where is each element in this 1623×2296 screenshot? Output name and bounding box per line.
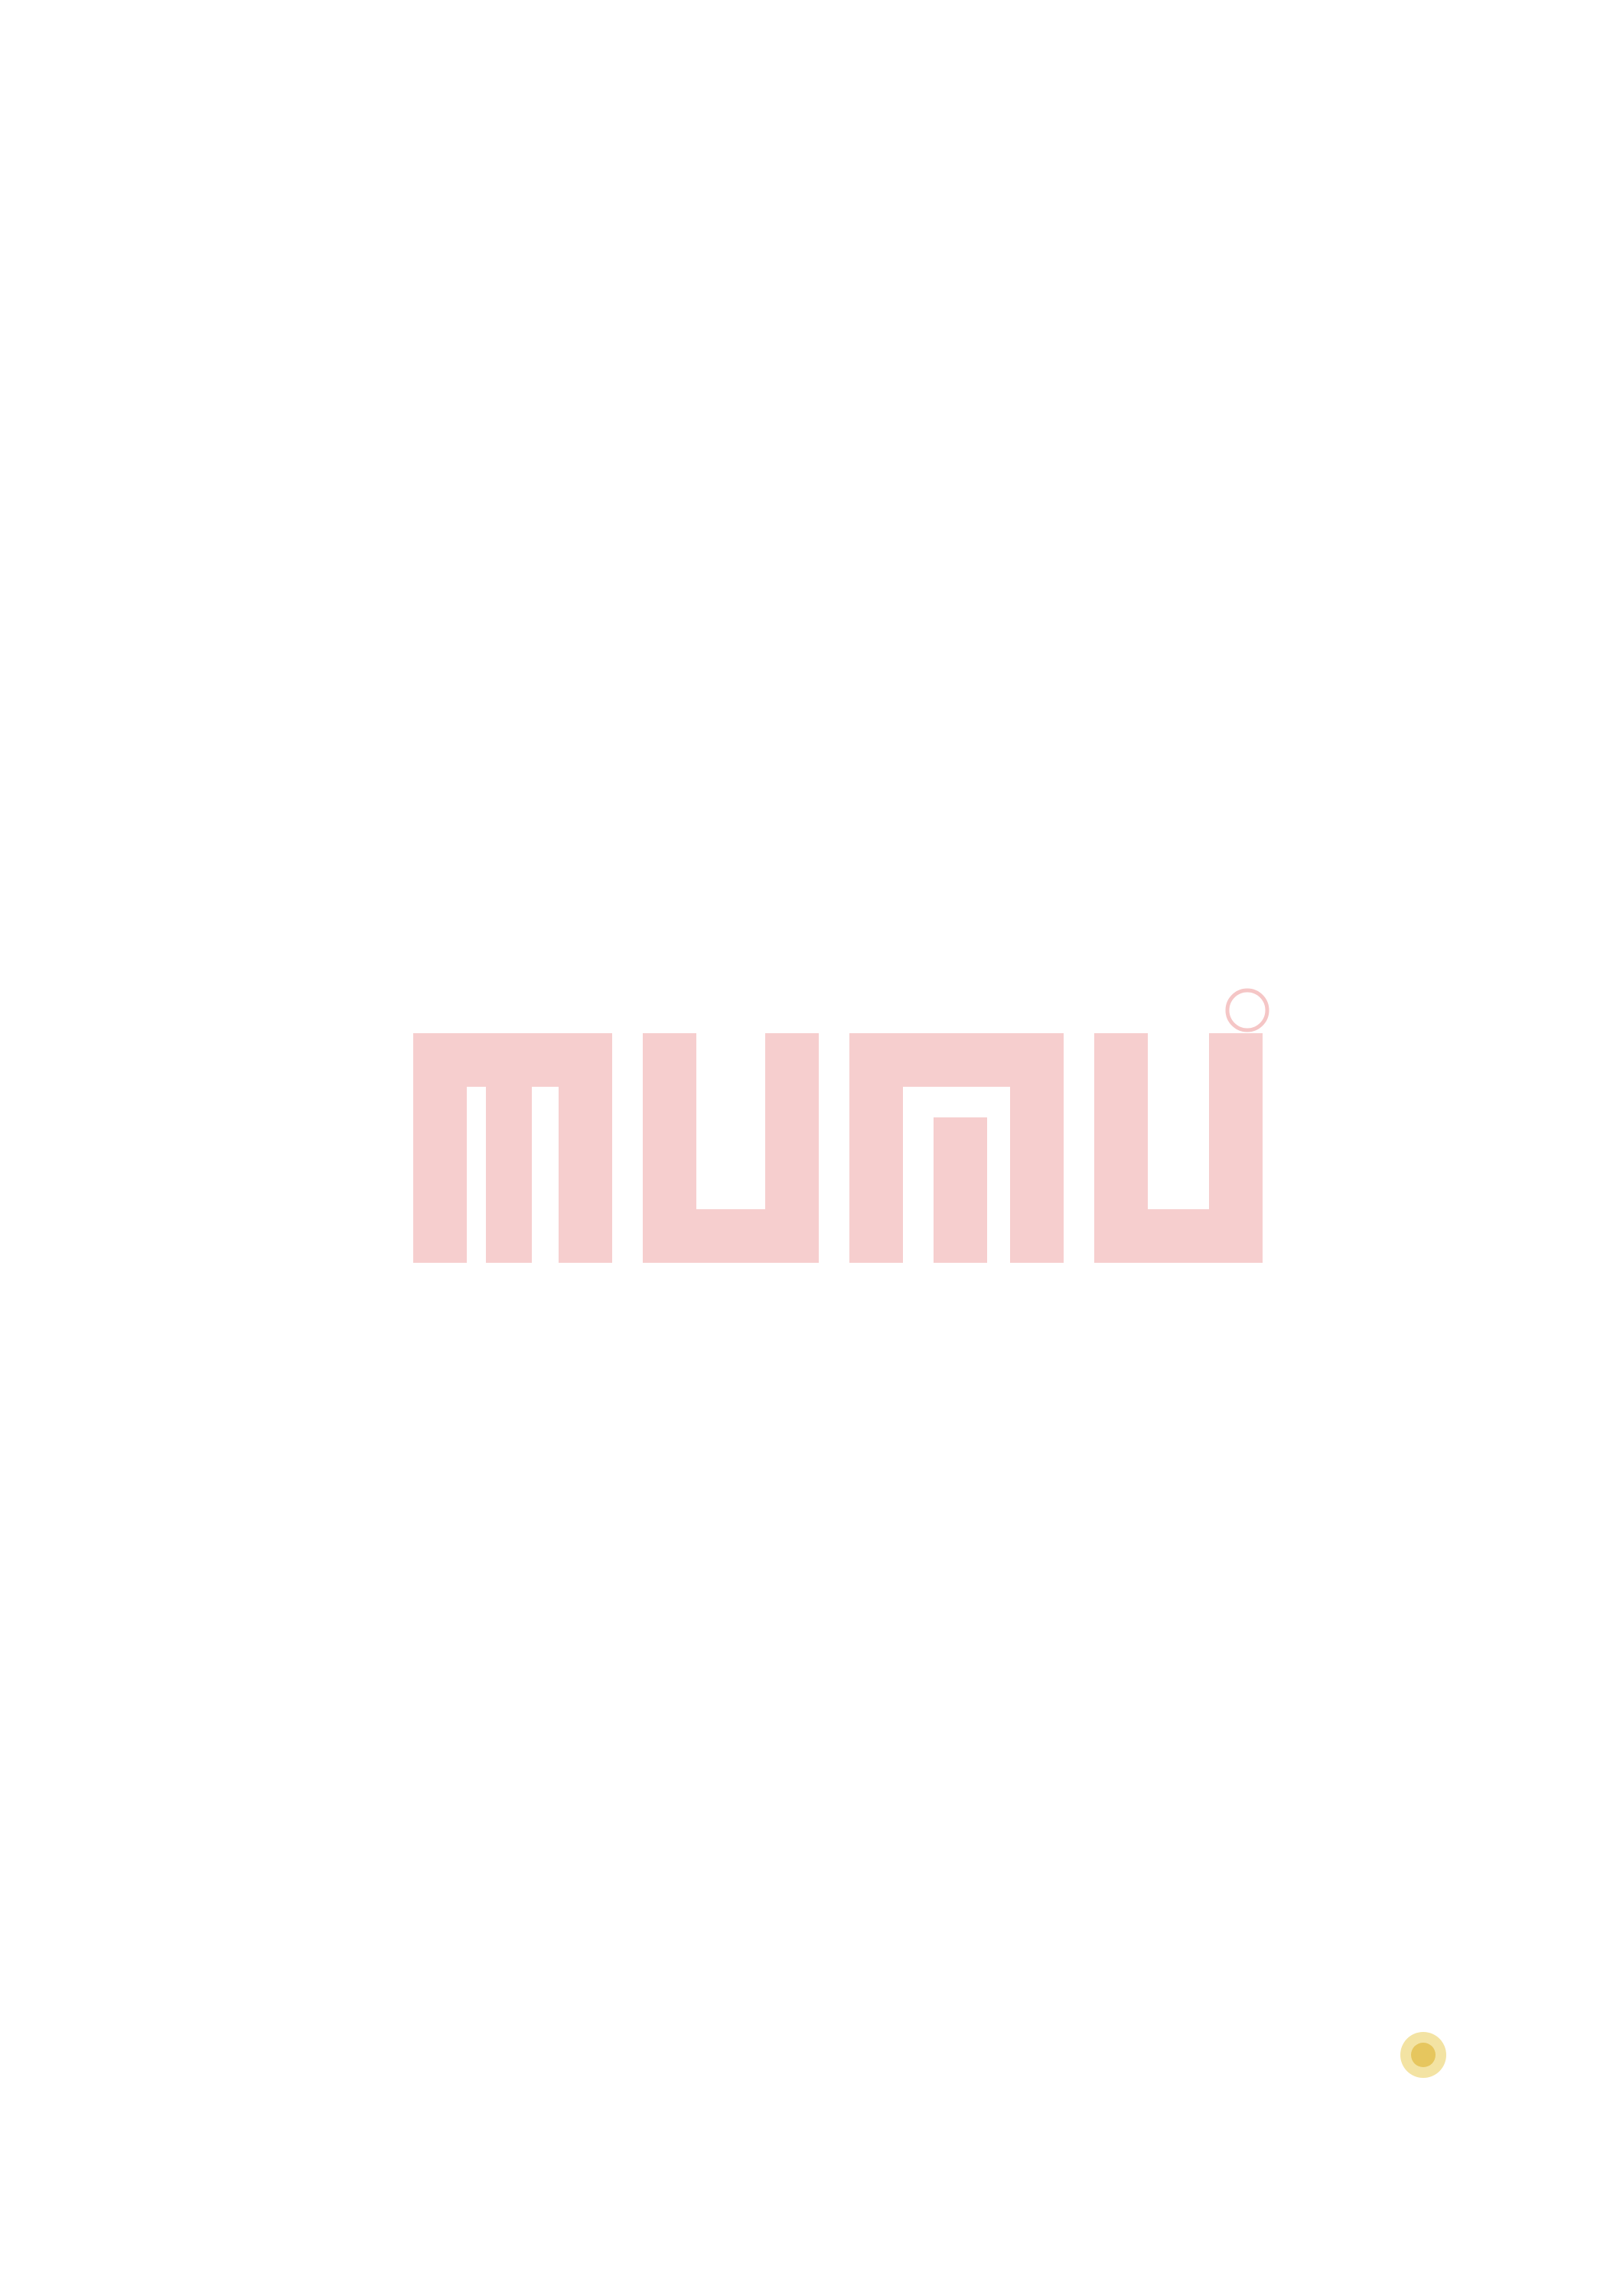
site-logo-icon <box>1393 2020 1584 2089</box>
song-notes <box>92 1653 1546 1684</box>
